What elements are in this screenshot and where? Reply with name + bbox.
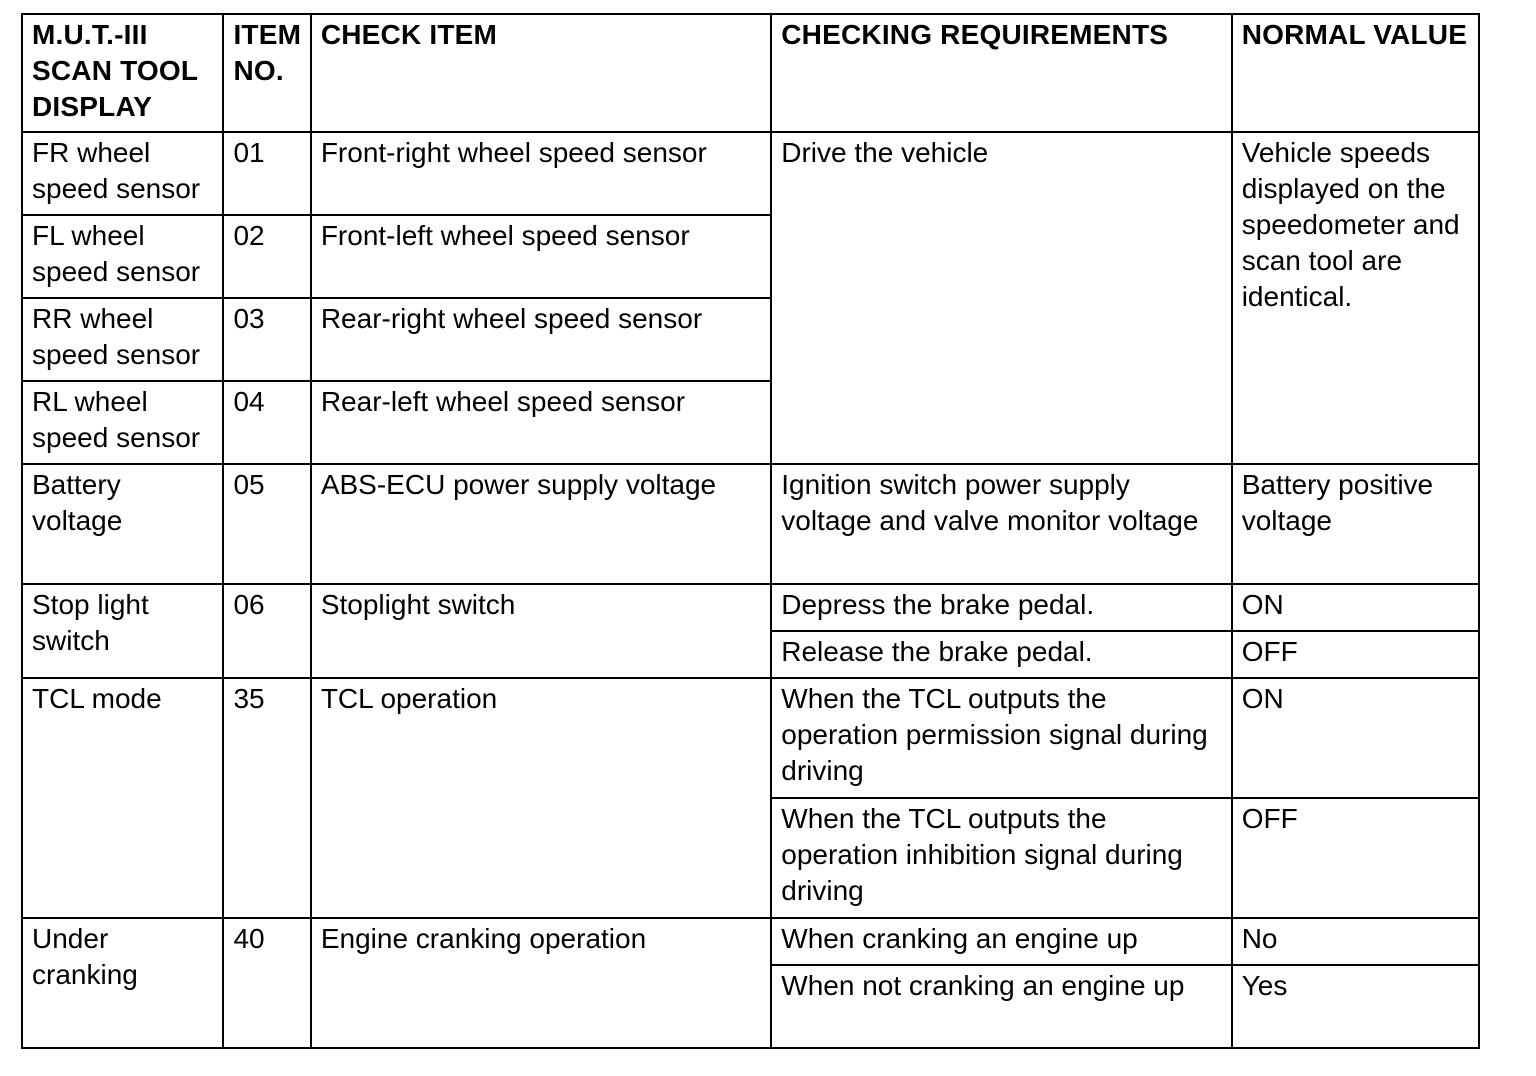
normal-value-cell: ON <box>1232 584 1479 631</box>
requirement-cell: When not cranking an engine up <box>771 965 1231 1048</box>
display-cell: TCL mode <box>22 678 223 918</box>
requirement-cell: Depress the brake pedal. <box>771 584 1231 631</box>
requirement-cell: When the TCL outputs the operation inhibition signal during driving <box>771 798 1231 918</box>
header-row <box>22 14 1479 132</box>
header-display: M.U.T.-III SCAN TOOL DISPLAY <box>22 14 223 132</box>
table-row <box>22 678 1479 798</box>
normal-value-cell: OFF <box>1232 631 1479 678</box>
item-no-cell: 03 <box>223 298 310 381</box>
check-item-cell: TCL operation <box>311 678 771 918</box>
requirement-cell: When cranking an engine up <box>771 918 1231 965</box>
check-item-cell: Engine cranking operation <box>311 918 771 1048</box>
header-checking-requirements: CHECKING REQUIREMENTS <box>771 14 1231 132</box>
table-row <box>22 132 1479 215</box>
display-cell: FL wheel speed sensor <box>22 215 223 298</box>
display-cell: Battery voltage <box>22 464 223 584</box>
display-cell: FR wheel speed sensor <box>22 132 223 215</box>
check-item-cell: Rear-left wheel speed sensor <box>311 381 771 464</box>
check-item-cell: ABS-ECU power supply voltage <box>311 464 771 584</box>
requirement-cell: Release the brake pedal. <box>771 631 1231 678</box>
header-item-no: ITEM NO. <box>223 14 310 132</box>
check-item-cell: Stoplight switch <box>311 584 771 678</box>
normal-value-cell: No <box>1232 918 1479 965</box>
item-no-cell: 01 <box>223 132 310 215</box>
diagnostic-data-table <box>21 13 1480 1049</box>
table-row <box>22 464 1479 584</box>
item-no-cell: 05 <box>223 464 310 584</box>
table-row <box>22 584 1479 631</box>
item-no-cell: 02 <box>223 215 310 298</box>
item-no-cell: 40 <box>223 918 310 1048</box>
normal-value-cell: Vehicle speeds displayed on the speedometer and scan tool are identical. <box>1232 132 1479 464</box>
requirement-cell: When the TCL outputs the operation permission signal during driving <box>771 678 1231 798</box>
display-cell: Under cranking <box>22 918 223 1048</box>
check-item-cell: Front-left wheel speed sensor <box>311 215 771 298</box>
item-no-cell: 06 <box>223 584 310 678</box>
display-cell: RR wheel speed sensor <box>22 298 223 381</box>
display-cell: Stop light switch <box>22 584 223 678</box>
item-no-cell: 35 <box>223 678 310 918</box>
table-row <box>22 918 1479 965</box>
display-cell: RL wheel speed sensor <box>22 381 223 464</box>
item-no-cell: 04 <box>223 381 310 464</box>
check-item-cell: Rear-right wheel speed sensor <box>311 298 771 381</box>
normal-value-cell: Battery positive voltage <box>1232 464 1479 584</box>
requirement-cell: Drive the vehicle <box>771 132 1231 464</box>
normal-value-cell: OFF <box>1232 798 1479 918</box>
requirement-cell: Ignition switch power supply voltage and valve monitor voltage <box>771 464 1231 584</box>
normal-value-cell: Yes <box>1232 965 1479 1048</box>
normal-value-cell: ON <box>1232 678 1479 798</box>
header-check-item: CHECK ITEM <box>311 14 771 132</box>
check-item-cell: Front-right wheel speed sensor <box>311 132 771 215</box>
header-normal-value: NORMAL VALUE <box>1232 14 1479 132</box>
